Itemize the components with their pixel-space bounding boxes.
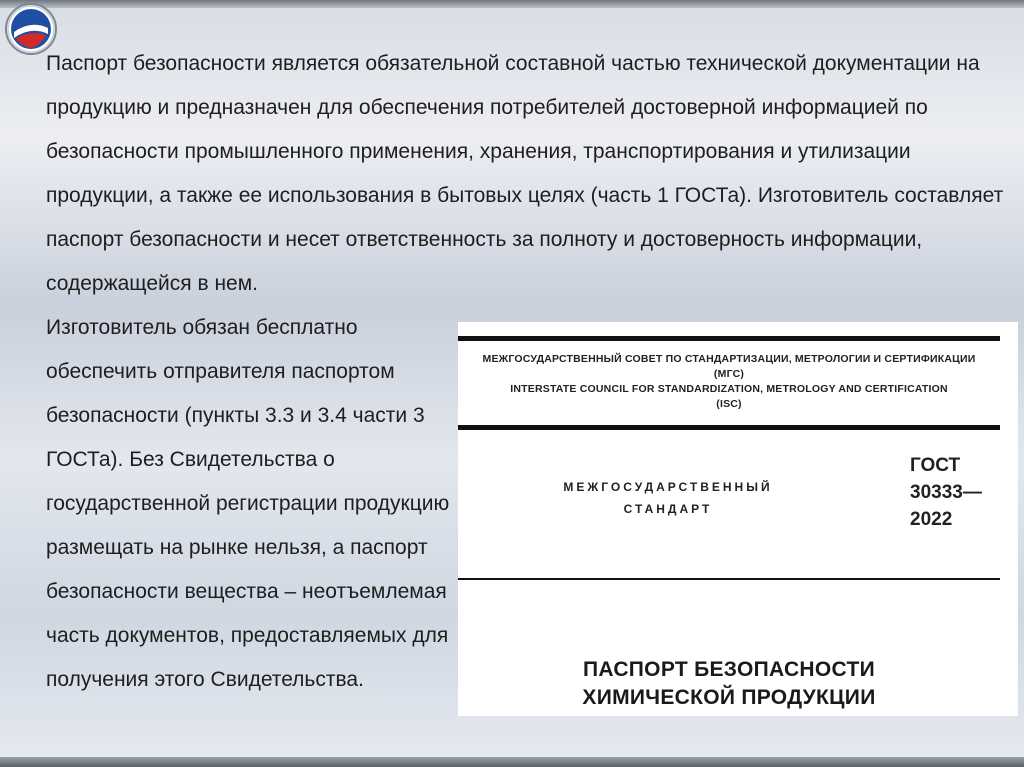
council-header bbox=[458, 352, 1000, 412]
standard-number-line-3: 2022 bbox=[910, 509, 953, 530]
standard-number bbox=[910, 452, 982, 533]
document-title bbox=[458, 656, 1000, 712]
council-ru: МЕЖГОСУДАРСТВЕННЫЙ СОВЕТ ПО СТАНДАРТИЗАЦИИ, МЕТРОЛОГИИ И СЕРТИФИКАЦИИ bbox=[482, 353, 976, 365]
gost-cover-image bbox=[458, 322, 1018, 716]
document-title-line-2: ХИМИЧЕСКОЙ ПРОДУКЦИИ bbox=[582, 686, 876, 709]
council-ru-abbr: (МГС) bbox=[713, 368, 745, 380]
rule-top bbox=[458, 336, 1000, 341]
manufacturer-paragraph: Изготовитель обязан бесплатно обеспечить отправителя паспортом безопасности (пункты 3.3 и 3.4 части 3 ГОСТа). Без Свидетельства о государственной регистрации продукцию размещать на рынке нельзя, а паспорт безопасности вещества – неотъемлемая часть документов, предоставляемых для получения этого Свидетельства. bbox=[46, 316, 450, 691]
standard-type bbox=[518, 476, 818, 520]
bottom-bar bbox=[0, 757, 1024, 767]
standard-number-line-2: 30333— bbox=[910, 482, 982, 503]
document-title-line-1: ПАСПОРТ БЕЗОПАСНОСТИ bbox=[582, 658, 875, 681]
rule-middle bbox=[458, 425, 1000, 430]
council-en-abbr: (ISC) bbox=[716, 398, 742, 410]
standard-number-line-1: ГОСТ bbox=[910, 455, 961, 476]
top-bar bbox=[0, 0, 1024, 8]
intro-paragraph: Паспорт безопасности является обязательной составной частью технической документации на продукцию и предназначен для обеспечения потребителей достоверной информацией по безопасности промышленного применения, хранения, транспортирования и утилизации продукции, а также ее использования в бытовых целях (часть 1 ГОСТа). Изготовитель составляет паспорт безопасности и несет ответственность за полноту и достоверность информации, содержащейся в нем. bbox=[46, 52, 1004, 295]
council-en: INTERSTATE COUNCIL FOR STANDARDIZATION, METROLOGY AND CERTIFICATION bbox=[510, 383, 948, 395]
standard-type-line-1: МЕЖГОСУДАРСТВЕННЫЙ bbox=[563, 480, 773, 494]
rule-lower bbox=[458, 578, 1000, 580]
standard-type-line-2: СТАНДАРТ bbox=[623, 502, 713, 516]
